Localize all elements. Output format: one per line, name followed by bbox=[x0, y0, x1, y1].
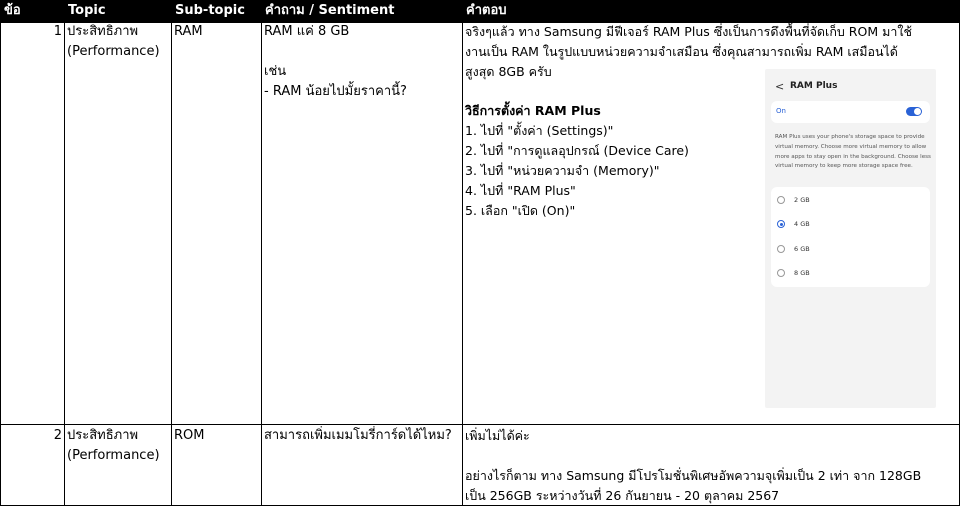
back-arrow-icon: < bbox=[775, 80, 785, 93]
radio-icon bbox=[777, 269, 785, 277]
ram-plus-screenshot bbox=[765, 69, 936, 408]
row1-topic bbox=[67, 22, 160, 62]
row1-question-line3: - RAM น้อยไปมั้ยราคานี้? bbox=[264, 84, 407, 99]
row1-answer-line1: จริงๆแล้ว ทาง Samsung มีฟีเจอร์ RAM Plus ซึ่งเป็นการดึงพื้นที่จัดเก็บ ROM มาใช้ bbox=[465, 24, 912, 39]
radio-selected-icon bbox=[777, 220, 785, 228]
screen-description: RAM Plus uses your phone's storage space to provide virtual memory. Choose more virtual memory to allow more apps to stay open in the background. Choose less virtual memory to keep more storage space free. bbox=[775, 134, 931, 170]
header-subtopic: Sub-topic bbox=[171, 0, 261, 22]
radio-icon bbox=[777, 196, 785, 204]
row1-number: 1 bbox=[53, 24, 62, 39]
row2-topic bbox=[67, 426, 160, 466]
step-item: 3. ไปที่ "หน่วยความจำ (Memory)" bbox=[465, 163, 660, 178]
row1-answer-line3: สูงสุด 8GB ครับ bbox=[465, 64, 552, 79]
grid-line bbox=[462, 0, 463, 506]
row2-answer-line1: เพิ่มไม่ได้ค่ะ bbox=[465, 428, 530, 443]
row1-topic-line1: ประสิทธิภาพ bbox=[67, 24, 139, 39]
step-item: 4. ไปที่ "RAM Plus" bbox=[465, 183, 576, 198]
row1-question bbox=[264, 22, 407, 102]
row1-question-line1: RAM แค่ 8 GB bbox=[264, 24, 350, 39]
grid-line bbox=[0, 424, 960, 425]
radio-icon bbox=[777, 245, 785, 253]
grid-line bbox=[261, 0, 262, 506]
row2-number: 2 bbox=[53, 428, 62, 443]
row2-topic-line1: ประสิทธิภาพ bbox=[67, 428, 139, 443]
row2-topic-line2: (Performance) bbox=[67, 448, 160, 463]
row2-answer-line3: เป็น 256GB ระหว่างวันที่ 26 กันยายน - 20 ตุลาคม 2567 bbox=[465, 488, 780, 503]
toggle-card bbox=[771, 101, 930, 123]
toggle-label: On bbox=[776, 107, 786, 115]
option-6gb: 6 GB bbox=[777, 245, 810, 253]
row1-topic-line2: (Performance) bbox=[67, 44, 160, 59]
row1-answer-line2: งานเป็น RAM ในรูปแบบหน่วยความจำเสมือน ซึ่งคุณสามารถเพิ่ม RAM เสมือนได้ bbox=[465, 44, 898, 59]
toggle-switch-icon bbox=[906, 107, 922, 116]
row1-subtopic: RAM bbox=[174, 24, 203, 39]
steps-title: วิธีการตั้งค่า RAM Plus bbox=[465, 103, 601, 118]
header-answer: คำตอบ bbox=[462, 0, 960, 22]
option-4gb: 4 GB bbox=[777, 220, 810, 228]
option-2gb: 2 GB bbox=[777, 196, 810, 204]
header-no: ข้อ bbox=[0, 0, 64, 22]
row2-question: สามารถเพิ่มเมมโมรี่การ์ดได้ไหม? bbox=[264, 428, 452, 443]
step-item: 1. ไปที่ "ตั้งค่า (Settings)" bbox=[465, 123, 614, 138]
grid-line bbox=[171, 0, 172, 506]
header-question: คำถาม / Sentiment bbox=[261, 0, 462, 22]
grid-line bbox=[64, 0, 65, 506]
row2-answer-line2: อย่างไรก็ตาม ทาง Samsung มีโปรโมชั่นพิเศษอัพความจุเพิ่มเป็น 2 เท่า จาก 128GB bbox=[465, 468, 922, 483]
step-item: 5. เลือก "เปิด (On)" bbox=[465, 203, 576, 218]
screen-title: RAM Plus bbox=[790, 81, 838, 91]
row1-question-line2: เช่น bbox=[264, 64, 287, 79]
row2-answer bbox=[465, 426, 921, 506]
row2-subtopic: ROM bbox=[174, 428, 205, 443]
step-item: 2. ไปที่ "การดูแลอุปกรณ์ (Device Care) bbox=[465, 143, 689, 158]
header-topic: Topic bbox=[64, 0, 171, 22]
options-card bbox=[771, 187, 930, 287]
option-8gb: 8 GB bbox=[777, 269, 810, 277]
